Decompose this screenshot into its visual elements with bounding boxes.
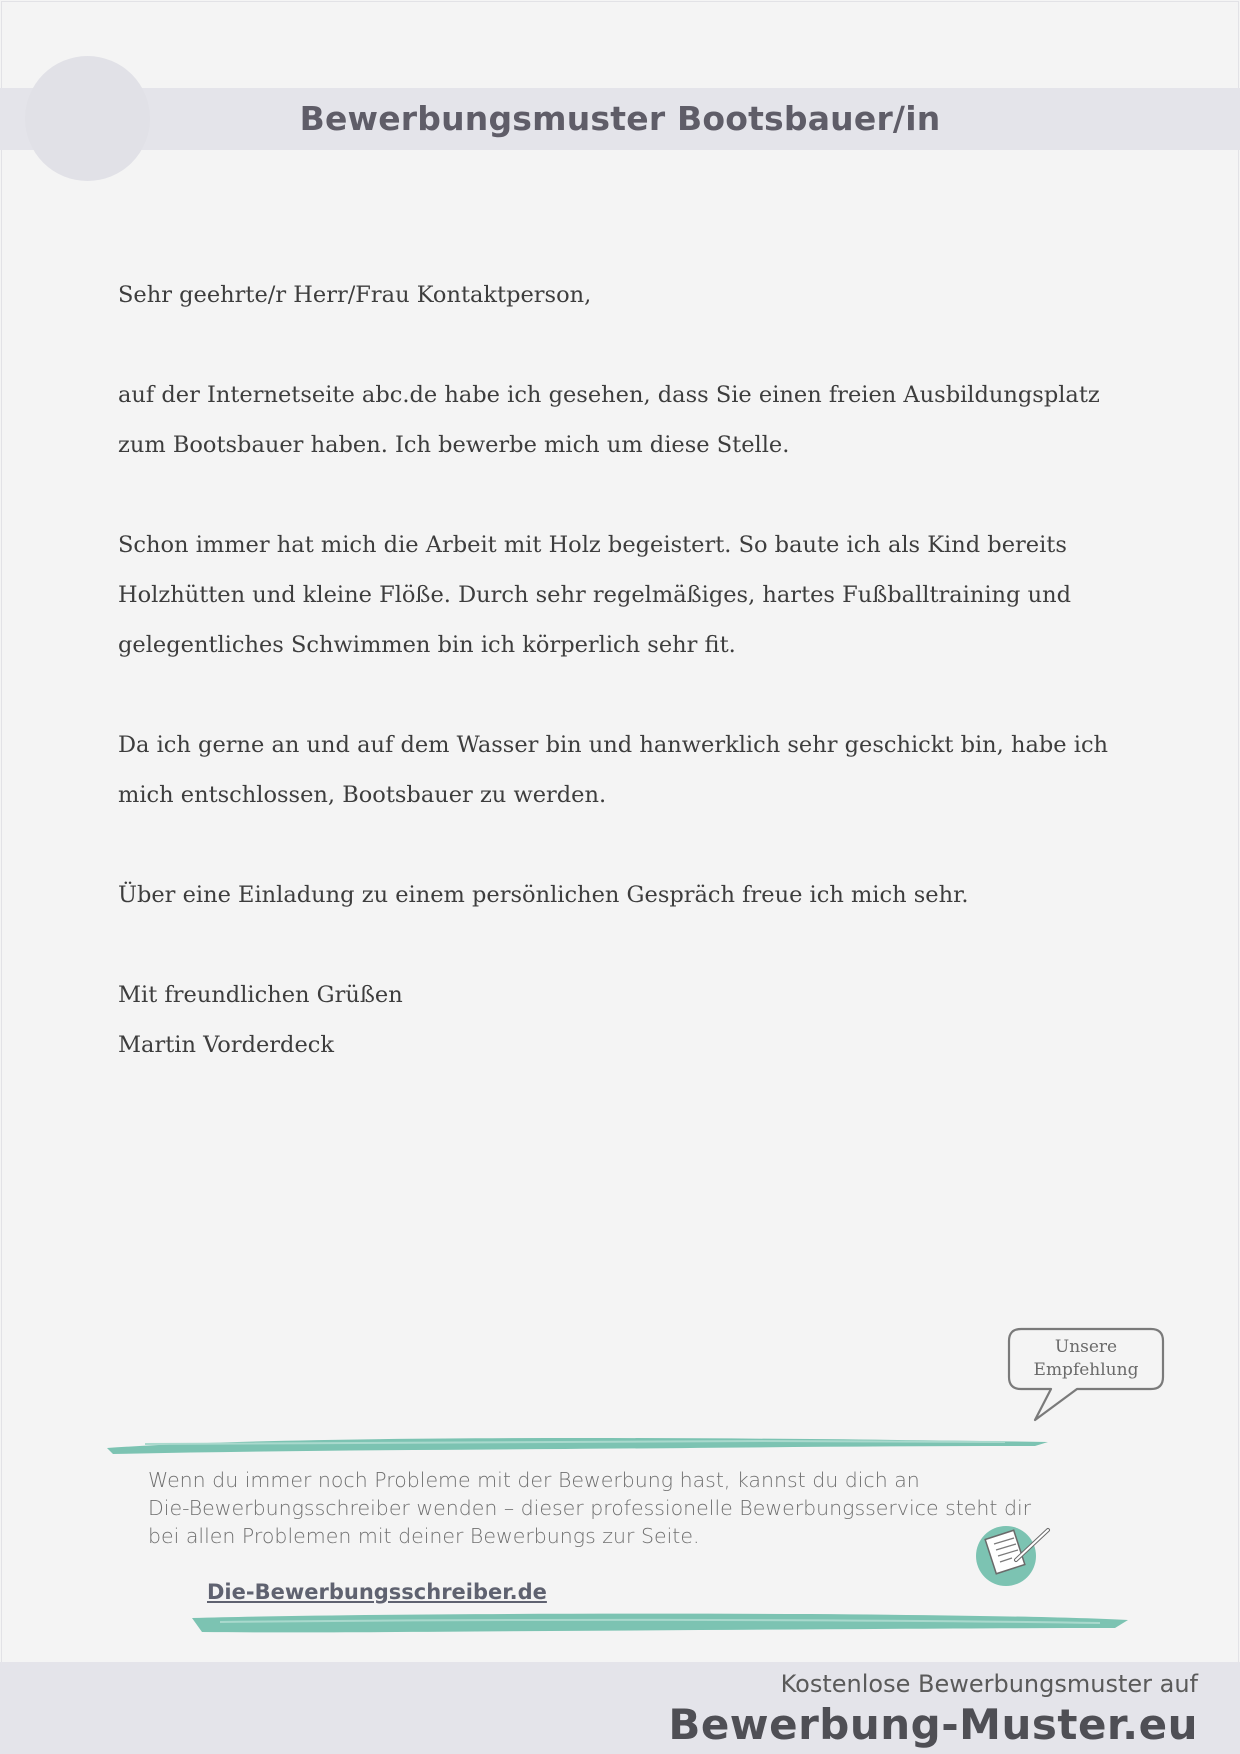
footer-site-name: Bewerbung-Muster.eu bbox=[668, 1700, 1198, 1749]
recommendation-text bbox=[148, 1466, 1108, 1550]
letter-paragraph-2-line-3: gelegentliches Schwimmen bin ich körperlich sehr fit. bbox=[118, 632, 736, 658]
letter-paragraph-4-line-1: Über eine Einladung zu einem persönlichen Gespräch freue ich mich sehr. bbox=[118, 882, 969, 908]
letter-paragraph-2-line-1: Schon immer hat mich die Arbeit mit Holz begeistert. So baute ich als Kind bereits bbox=[118, 532, 1067, 558]
letter-body bbox=[118, 270, 1128, 1070]
letter-paragraph-3-line-2: mich entschlossen, Bootsbauer zu werden. bbox=[118, 782, 607, 808]
letter-signature: Martin Vorderdeck bbox=[118, 1032, 335, 1058]
letter-paragraph-1-line-2: zum Bootsbauer haben. Ich bewerbe mich um diese Stelle. bbox=[118, 432, 790, 458]
recommendation-text-line-3: bei allen Problemen mit deiner Bewerbungs zur Seite. bbox=[148, 1524, 700, 1548]
recommendation-text-line-1: Wenn du immer noch Probleme mit der Bewerbung hast, kannst du dich an bbox=[148, 1468, 920, 1492]
recommendation-speech-bubble bbox=[1007, 1327, 1165, 1399]
writing-icon bbox=[972, 1524, 1052, 1586]
letter-closing: Mit freundlichen Grüßen bbox=[118, 982, 403, 1008]
letter-salutation: Sehr geehrte/r Herr/Frau Kontaktperson, bbox=[118, 282, 592, 308]
letter-paragraph-2-line-2: Holzhütten und kleine Flöße. Durch sehr regelmäßiges, hartes Fußballtraining und bbox=[118, 582, 1071, 608]
bubble-line-1: Unsere bbox=[1054, 1337, 1118, 1357]
recommendation-text-line-2: Die-Bewerbungsschreiber wenden – dieser professionelle Bewerbungsservice steht dir bbox=[148, 1496, 1032, 1520]
footer-tagline: Kostenlose Bewerbungsmuster auf bbox=[780, 1670, 1198, 1698]
brush-stroke-bottom bbox=[190, 1606, 1130, 1636]
brush-stroke-top bbox=[105, 1432, 1050, 1456]
letter-paragraph-3-line-1: Da ich gerne an und auf dem Wasser bin und hanwerklich sehr geschickt bin, habe ich bbox=[118, 732, 1109, 758]
bewerbungsschreiber-link[interactable]: Die-Bewerbungsschreiber.de bbox=[207, 1580, 547, 1604]
page-title: Bewerbungsmuster Bootsbauer/in bbox=[299, 99, 941, 138]
bubble-line-2: Empfehlung bbox=[1033, 1360, 1139, 1380]
letter-paragraph-1-line-1: auf der Internetseite abc.de habe ich gesehen, dass Sie einen freien Ausbildungsplatz bbox=[118, 382, 1100, 408]
